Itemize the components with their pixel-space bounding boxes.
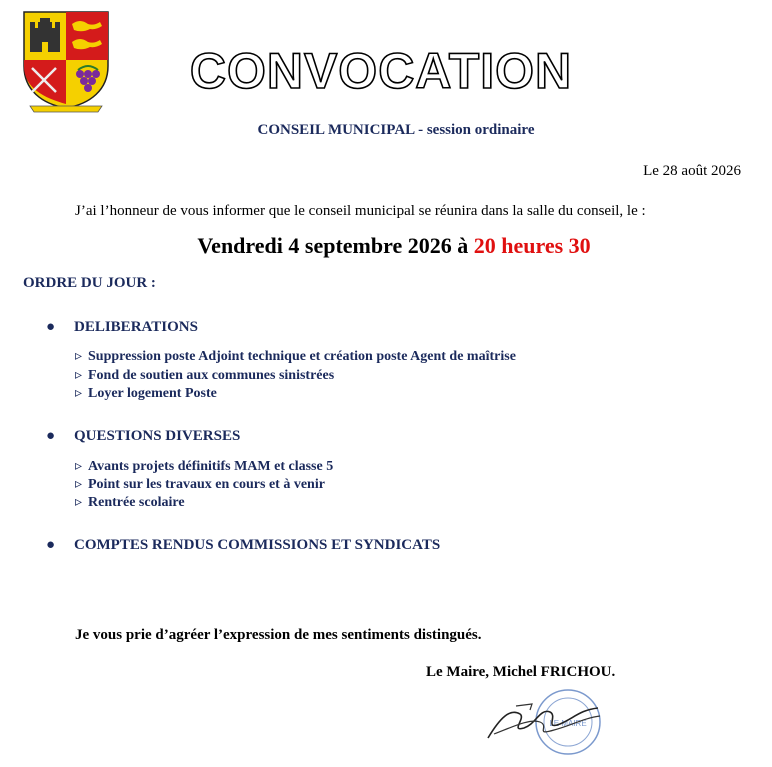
triangle-right-icon: ▹ [75,495,83,510]
agenda-section [46,537,440,554]
agenda-item-text: Avants projets définitifs MAM et classe 5 [88,459,334,474]
section-label: QUESTIONS DIVERSES [74,428,241,444]
agenda-section [46,319,198,336]
triangle-right-icon: ▹ [75,459,83,474]
section-label: DELIBERATIONS [74,319,198,335]
agenda-section [46,428,240,445]
triangle-right-icon: ▹ [75,386,83,401]
signature-stamp-icon [480,688,615,758]
bullet-icon: ● [46,428,56,444]
municipal-coat-of-arms-icon [20,8,112,116]
agenda-item [75,348,516,365]
document-subtitle [0,122,772,139]
agenda-item-text: Fond de soutien aux communes sinistrées [88,368,335,383]
signatory: Le Maire, Michel FRICHOU. [426,664,616,680]
agenda-item-text: Loyer logement Poste [88,386,217,401]
agenda-item-text: Point sur les travaux en cours et à venir [88,477,325,492]
agenda-item [75,385,217,402]
subtitle-text: CONSEIL MUNICIPAL - session ordinaire [257,122,535,138]
agenda-item [75,476,325,493]
intro-paragraph: J’ai l’honneur de vous informer que le conseil municipal se réunira dans la salle du conseil, le : [75,203,646,219]
page-title: CONVOCATION [189,43,573,99]
agenda-item [75,367,334,384]
section-label: COMPTES RENDUS COMMISSIONS ET SYNDICATS [74,537,441,553]
triangle-right-icon: ▹ [75,349,83,364]
letter-date: Le 28 août 2026 [643,163,741,179]
agenda-item [75,494,185,511]
agenda-item-text: Rentrée scolaire [88,495,185,510]
triangle-right-icon: ▹ [75,368,83,383]
triangle-right-icon: ▹ [75,477,83,492]
meeting-day: Vendredi 4 septembre 2026 à [197,233,474,258]
agenda-item-text: Suppression poste Adjoint technique et création poste Agent de maîtrise [88,349,516,364]
closing-formula: Je vous prie d’agréer l’expression de mes sentiments distingués. [75,627,482,643]
meeting-time: 20 heures 30 [473,233,591,258]
meeting-datetime [0,233,772,259]
agenda-title: ORDRE DU JOUR : [23,275,156,291]
bullet-icon: ● [46,319,56,335]
bullet-icon: ● [46,537,56,553]
meeting-line [197,233,590,258]
agenda-item [75,458,333,475]
svg-text:LE MAIRE: LE MAIRE [549,719,587,728]
